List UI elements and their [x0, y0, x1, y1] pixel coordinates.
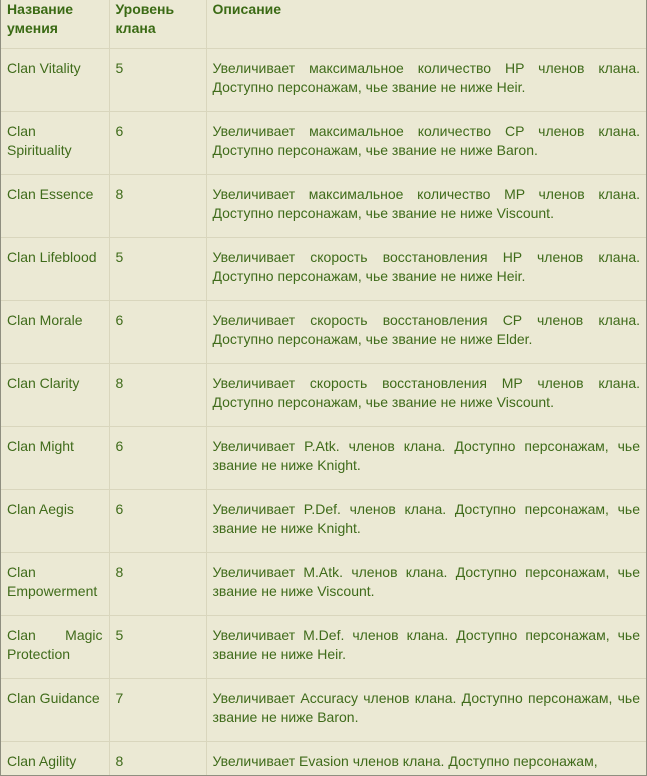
table-row	[1, 678, 646, 741]
skill-name: Clan Lifeblood	[1, 237, 109, 300]
skill-name: Clan Empowerment	[1, 552, 109, 615]
skill-level: 5	[109, 237, 206, 300]
skill-level: 8	[109, 741, 206, 776]
skill-level: 5	[109, 48, 206, 111]
skill-level: 6	[109, 489, 206, 552]
skill-level: 7	[109, 678, 206, 741]
skill-description: Увеличивает M.Atk. членов клана. Доступно персонажам, чье звание не ниже Viscount.	[206, 552, 646, 615]
table-row	[1, 48, 646, 111]
table-row	[1, 552, 646, 615]
skill-name: Clan Clarity	[1, 363, 109, 426]
skill-name: Clan Spirituality	[1, 111, 109, 174]
skill-description: Увеличивает скорость восстановления HP членов клана. Доступно персонажам, чье звание не ниже Heir.	[206, 237, 646, 300]
table-row	[1, 489, 646, 552]
table-row	[1, 174, 646, 237]
skill-name: Clan Essence	[1, 174, 109, 237]
clan-skills-table	[1, 0, 646, 776]
header-description: Описание	[206, 0, 646, 48]
skill-level: 6	[109, 111, 206, 174]
table-header-row	[1, 0, 646, 48]
table-row	[1, 426, 646, 489]
skill-description: Увеличивает M.Def. членов клана. Доступно персонажам, чье звание не ниже Heir.	[206, 615, 646, 678]
skill-name: Clan Vitality	[1, 48, 109, 111]
skill-name: Clan Magic Protection	[7, 626, 103, 662]
header-clan-level: Уровень клана	[109, 0, 206, 48]
skill-level: 8	[109, 363, 206, 426]
table-row	[1, 111, 646, 174]
table-row	[1, 363, 646, 426]
skill-level: 8	[109, 174, 206, 237]
skill-description: Увеличивает максимальное количество MP членов клана. Доступно персонажам, чье звание не ниже Viscount.	[206, 174, 646, 237]
skill-level: 6	[109, 426, 206, 489]
skill-description: Увеличивает Accuracy членов клана. Доступно персонажам, чье звание не ниже Baron.	[206, 678, 646, 741]
table-row	[1, 615, 646, 678]
skill-name: Clan Aegis	[1, 489, 109, 552]
skill-description: Увеличивает скорость восстановления CP членов клана. Доступно персонажам, чье звание не ниже Elder.	[206, 300, 646, 363]
skill-name: Clan Guidance	[7, 689, 100, 706]
table-row	[1, 741, 646, 776]
header-skill-name: Название умения	[1, 0, 109, 48]
skill-name: Clan Might	[1, 426, 109, 489]
skill-name: Clan Agility	[1, 741, 109, 776]
skill-description: Увеличивает Evasion членов клана. Доступно персонажам,	[206, 741, 646, 776]
skill-name: Clan Morale	[1, 300, 109, 363]
table-row	[1, 237, 646, 300]
table-row	[1, 300, 646, 363]
skill-description: Увеличивает P.Atk. членов клана. Доступно персонажам, чье звание не ниже Knight.	[206, 426, 646, 489]
skill-description: Увеличивает скорость восстановления MP членов клана. Доступно персонажам, чье звание не ниже Viscount.	[206, 363, 646, 426]
skill-level: 6	[109, 300, 206, 363]
skill-description: Увеличивает максимальное количество HP членов клана. Доступно персонажам, чье звание не ниже Heir.	[206, 48, 646, 111]
skill-level: 8	[109, 552, 206, 615]
skill-description: Увеличивает P.Def. членов клана. Доступно персонажам, чье звание не ниже Knight.	[206, 489, 646, 552]
skill-level: 5	[109, 615, 206, 678]
skill-description: Увеличивает максимальное количество CP членов клана. Доступно персонажам, чье звание не ниже Baron.	[206, 111, 646, 174]
